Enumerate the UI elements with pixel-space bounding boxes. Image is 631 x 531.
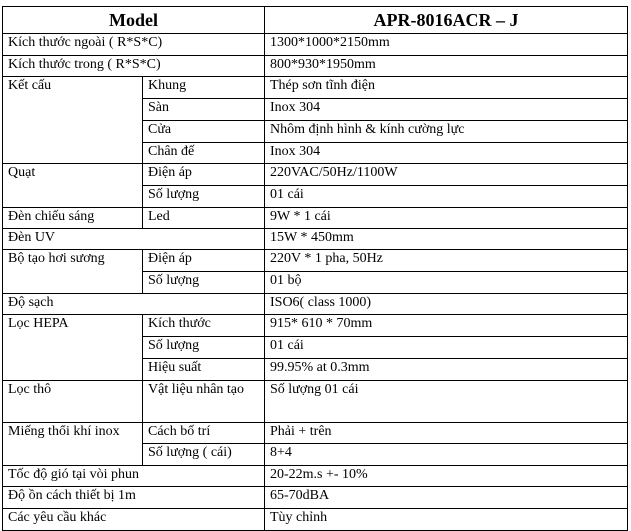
fan-label: Quạt [3,164,143,208]
table-row [3,509,628,531]
table-row [3,34,628,56]
mist-quantity-label: Số lượng [143,272,265,294]
nozzle-quantity-label: Số lượng ( cái) [143,444,265,466]
header-row [3,7,628,34]
hepa-quantity-value: 01 cái [265,337,628,359]
lighting-label: Đèn chiếu sáng [3,208,143,229]
coarse-filter-label: Lọc thô [3,381,143,423]
uv-lamp-value: 15W * 450mm [265,229,628,250]
mist-voltage-value: 220V * 1 pha, 50Hz [265,250,628,272]
nozzle-layout-label: Cách bố trí [143,423,265,444]
nozzle-quantity-value: 8+4 [265,444,628,466]
lighting-value: 9W * 1 cái [265,208,628,229]
table-row [3,56,628,77]
coarse-filter-value: Số lượng 01 cái [265,381,628,423]
table-row [3,294,628,315]
hepa-efficiency-label: Hiệu suất [143,359,265,381]
specification-table [2,6,628,531]
other-requirements-label: Các yêu cầu khác [3,509,265,531]
nozzle-speed-value: 20-22m.s +- 10% [265,466,628,487]
table-row [3,466,628,487]
structure-label: Kết cấu [3,77,143,164]
table-row [3,381,628,423]
air-nozzle-label: Miếng thổi khí inox [3,423,143,466]
table-row [3,423,628,444]
cleanliness-value: ISO6( class 1000) [265,294,628,315]
frame-label: Khung [143,77,265,99]
hepa-size-value: 915* 610 * 70mm [265,315,628,337]
mist-voltage-label: Điện áp [143,250,265,272]
table-row [3,229,628,250]
other-requirements-value: Tùy chỉnh [265,509,628,531]
cleanliness-label: Độ sạch [3,294,265,315]
inner-size-value: 800*930*1950mm [265,56,628,77]
table-row [3,315,628,337]
noise-label: Độ ồn cách thiết bị 1m [3,487,265,509]
hepa-quantity-label: Số lượng [143,337,265,359]
floor-value: Inox 304 [265,99,628,121]
table-row [3,164,628,186]
hepa-size-label: Kích thước [143,315,265,337]
uv-lamp-label: Đèn UV [3,229,265,250]
nozzle-speed-label: Tốc độ gió tại vòi phun [3,466,265,487]
nozzle-layout-value: Phải + trên [265,423,628,444]
base-label: Chân đế [143,143,265,164]
coarse-filter-material: Vật liệu nhân tạo [143,381,265,423]
outer-size-value: 1300*1000*2150mm [265,34,628,56]
floor-label: Sàn [143,99,265,121]
frame-value: Thép sơn tĩnh điện [265,77,628,99]
inner-size-label: Kích thước trong ( R*S*C) [3,56,265,77]
mist-generator-label: Bộ tạo hơi sương [3,250,143,294]
noise-value: 65-70dBA [265,487,628,509]
hepa-filter-label: Lọc HEPA [3,315,143,381]
base-value: Inox 304 [265,143,628,164]
lighting-sub: Led [143,208,265,229]
table-row [3,208,628,229]
table-row [3,250,628,272]
table-row [3,77,628,99]
outer-size-label: Kích thước ngoài ( R*S*C) [3,34,265,56]
fan-voltage-value: 220VAC/50Hz/1100W [265,164,628,186]
door-value: Nhôm định hình & kính cường lực [265,121,628,143]
hepa-efficiency-value: 99.95% at 0.3mm [265,359,628,381]
mist-quantity-value: 01 bộ [265,272,628,294]
fan-voltage-label: Điện áp [143,164,265,186]
fan-quantity-value: 01 cái [265,186,628,208]
model-value: APR-8016ACR – J [265,7,628,34]
door-label: Cửa [143,121,265,143]
model-label: Model [3,7,265,34]
table-row [3,487,628,509]
fan-quantity-label: Số lượng [143,186,265,208]
